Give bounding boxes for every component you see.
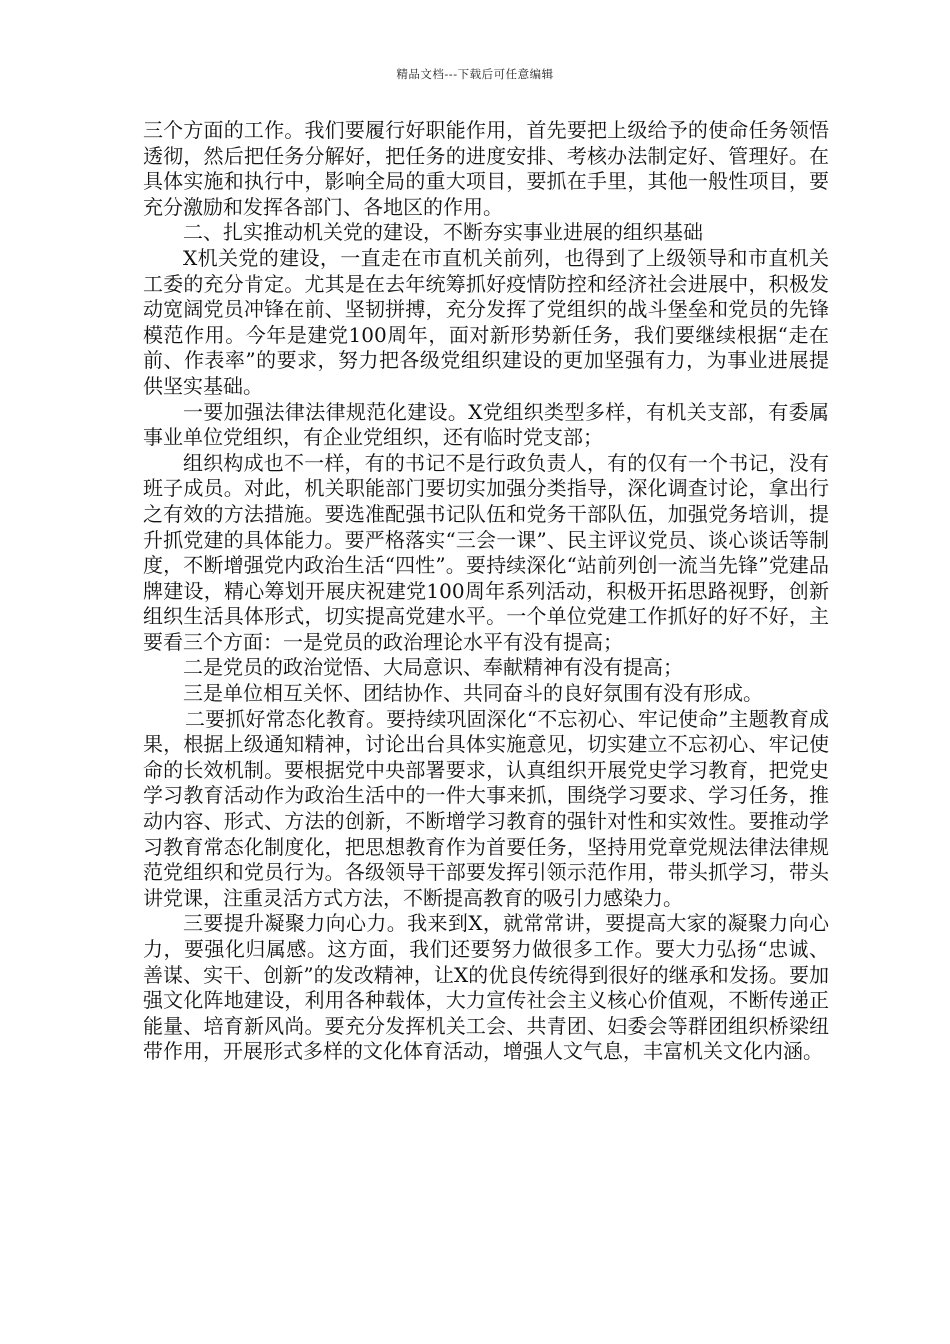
document-body [143,118,829,1065]
paragraph: 三要提升凝聚力向心力。我来到X，就常常讲，要提高大家的凝聚力向心力，要强化归属感。这方面，我们还要努力做很多工作。要大力弘扬“忠诚、善谋、实干、创新”的发改精神，让X的优良传统得到很好的继承和发扬。要加强文化阵地建设，利用各种载体，大力宣传社会主义核心价值观，不断传递正能量、培育新风尚。要充分发挥机关工会、共青团、妇委会等群团组织桥梁纽带作用，开展形式多样的文化体育活动，增强人文气息，丰富机关文化内涵。 [143,911,829,1064]
paragraph: 组织构成也不一样，有的书记不是行政负责人，有的仅有一个书记，没有班子成员。对此，机关职能部门要切实加强分类指导，深化调查讨论，拿出行之有效的方法措施。要选准配强书记队伍和党务干部队伍，加强党务培训，提升抓党建的具体能力。要严格落实“三会一课”、民主评议党员、谈心谈话等制度，不断增强党内政治生活“四性”。要持续深化“站前列创一流当先锋”党建品牌建设，精心筹划开展庆祝建党100周年系列活动，积极开拓思路视野，创新组织生活具体形式，切实提高党建水平。一个单位党建工作抓好的好不好，主要看三个方面：一是党员的政治理论水平有没有提高； [143,450,829,654]
paragraph: X机关党的建设，一直走在市直机关前列，也得到了上级领导和市直机关工委的充分肯定。尤其是在去年统筹抓好疫情防控和经济社会进展中，积极发动宽阔党员冲锋在前、坚韧拼搏，充分发挥了党组织的战斗堡垒和党员的先锋模范作用。今年是建党100周年，面对新形势新任务，我们要继续根据“走在前、作表率”的要求，努力把各级党组织建设的更加坚强有力，为事业进展提供坚实基础。 [143,245,829,398]
paragraph: 一要加强法律法律规范化建设。X党组织类型多样，有机关支部，有委属事业单位党组织，有企业党组织，还有临时党支部； [143,399,829,450]
paragraph: 二要抓好常态化教育。要持续巩固深化“不忘初心、牢记使命”主题教育成果，根据上级通知精神，讨论出台具体实施意见，切实建立不忘初心、牢记使命的长效机制。要根据党中央部署要求，认真组织开展党史学习教育，把党史学习教育活动作为政治生活中的一件大事来抓，围绕学习要求、学习任务，推动内容、形式、方法的创新，不断增学习教育的强针对性和实效性。要推动学习教育常态化制度化，把思想教育作为首要任务，坚持用党章党规法律法律规范党组织和党员行为。各级领导干部要发挥引领示范作用，带头抓学习，带头讲党课，注重灵活方式方法，不断提高教育的吸引力感染力。 [143,706,829,910]
paragraph: 三个方面的工作。我们要履行好职能作用，首先要把上级给予的使命任务领悟透彻，然后把任务分解好，把任务的进度安排、考核办法制定好、管理好。在具体实施和执行中，影响全局的重大项目，要抓在手里，其他一般性项目，要充分激励和发挥各部门、各地区的作用。 [143,118,829,219]
page-header: 精品文档---下载后可任意编辑 [396,67,554,81]
paragraph: 二是党员的政治觉悟、大局意识、奉献精神有没有提高； [183,655,683,680]
paragraph: 三是单位相互关怀、团结协作、共同奋斗的良好氛围有没有形成。 [183,681,763,706]
section-heading: 二、扎实推动机关党的建设，不断夯实事业进展的组织基础 [183,220,703,245]
